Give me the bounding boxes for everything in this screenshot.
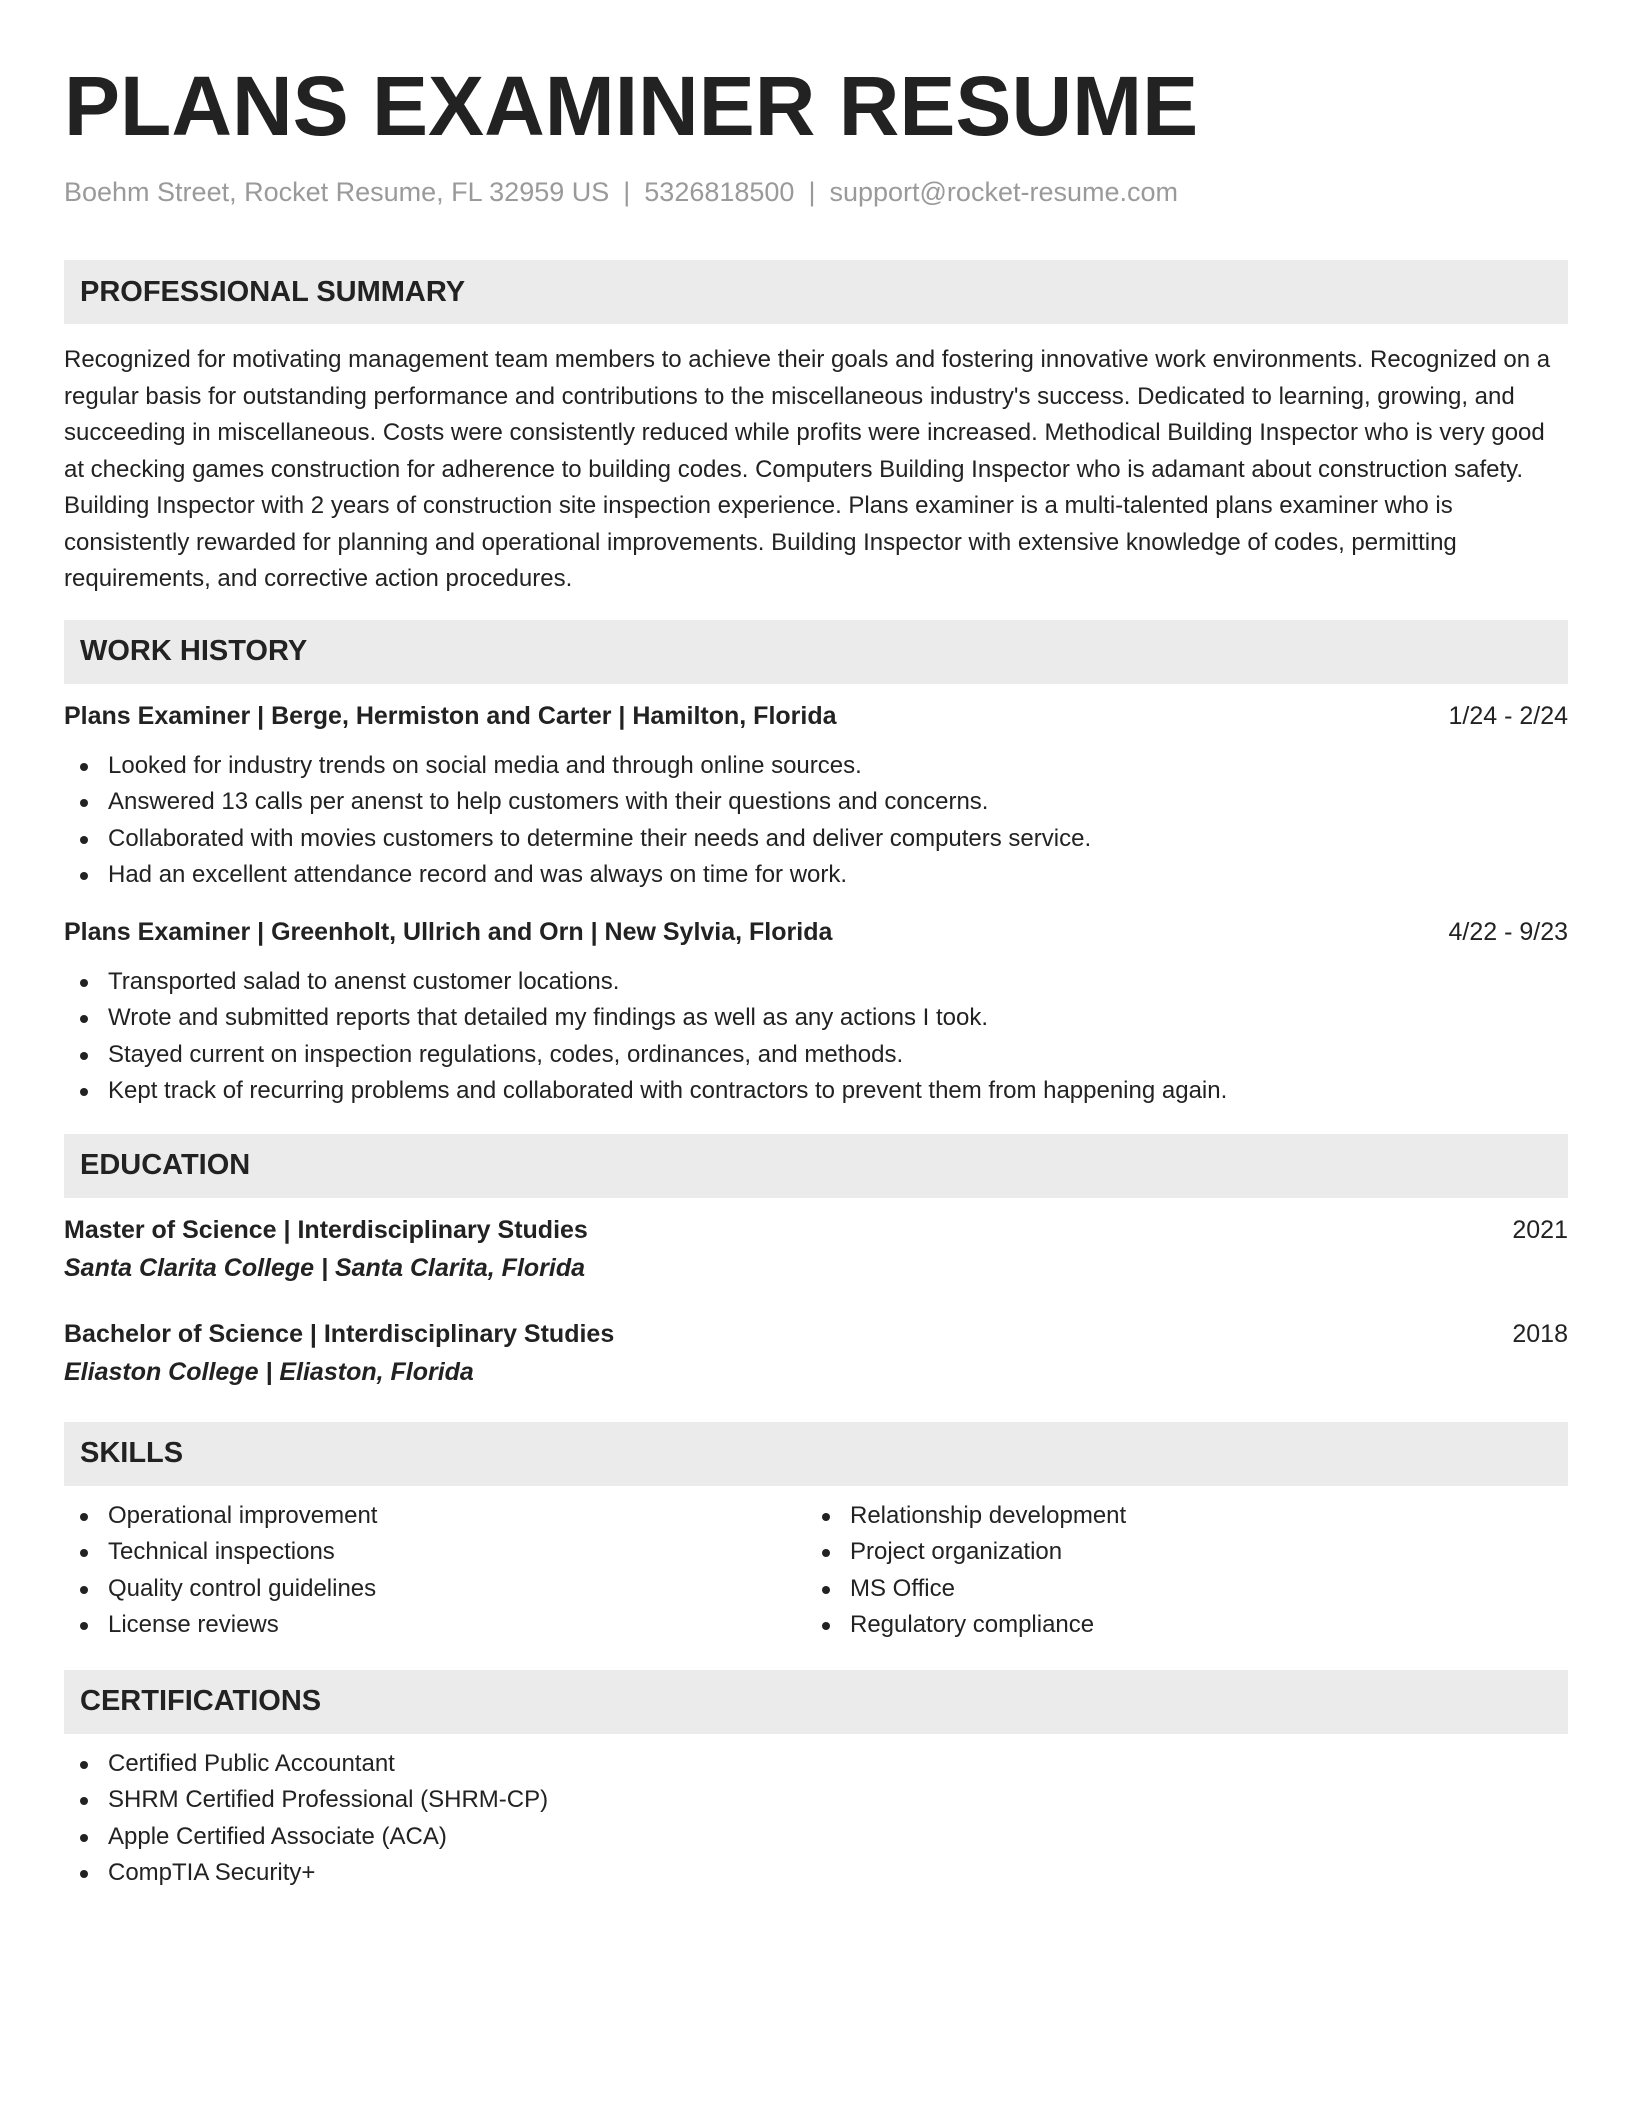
education-year: 2021 [1512,1215,1568,1244]
list-item: Looked for industry trends on social media and through online sources. [64,748,1568,785]
list-item: Project organization [806,1534,1548,1571]
list-item: License reviews [64,1607,806,1644]
skills-list-right [806,1498,1548,1644]
job-header [64,700,1568,732]
list-item: MS Office [806,1571,1548,1608]
education-entry [64,1318,1568,1388]
job-entry [64,916,1568,1110]
page-title: PLANS EXAMINER RESUME [64,59,1199,153]
job-title: Plans Examiner | Berge, Hermiston and Carter | Hamilton, Florida [64,701,837,730]
skills-list-left [64,1498,806,1644]
education-degree: Master of Science | Interdisciplinary Studies [64,1215,588,1244]
contact-email: support@rocket-resume.com [829,177,1178,207]
list-item: Stayed current on inspection regulations, codes, ordinances, and methods. [64,1037,1568,1074]
list-item: Kept track of recurring problems and collaborated with contractors to prevent them from happening again. [64,1073,1568,1110]
certifications-list [64,1746,1568,1892]
contact-separator: | [623,177,631,207]
list-item: Transported salad to anenst customer locations. [64,964,1568,1001]
list-item: Technical inspections [64,1534,806,1571]
section-heading-summary: PROFESSIONAL SUMMARY [64,260,1568,324]
job-dates: 4/22 - 9/23 [1448,917,1568,946]
section-heading-skills: SKILLS [64,1422,1568,1486]
list-item: CompTIA Security+ [64,1855,1568,1892]
list-item: SHRM Certified Professional (SHRM-CP) [64,1782,1568,1819]
education-school: Eliaston College | Eliaston, Florida [64,1357,474,1386]
list-item: Relationship development [806,1498,1548,1535]
contact-address: Boehm Street, Rocket Resume, FL 32959 US [64,177,610,207]
list-item: Apple Certified Associate (ACA) [64,1819,1568,1856]
list-item: Wrote and submitted reports that detailed my findings as well as any actions I took. [64,1000,1568,1037]
job-bullets [64,964,1568,1110]
job-entry [64,700,1568,894]
contact-phone: 5326818500 [644,177,795,207]
list-item: Quality control guidelines [64,1571,806,1608]
section-heading-certifications: CERTIFICATIONS [64,1670,1568,1734]
job-header [64,916,1568,948]
education-header [64,1214,1568,1246]
list-item: Answered 13 calls per anenst to help customers with their questions and concerns. [64,784,1568,821]
list-item: Collaborated with movies customers to determine their needs and deliver computers service. [64,821,1568,858]
section-heading-education: EDUCATION [64,1134,1568,1198]
list-item: Had an excellent attendance record and was always on time for work. [64,857,1568,894]
education-header [64,1318,1568,1350]
education-year: 2018 [1512,1319,1568,1348]
list-item: Operational improvement [64,1498,806,1535]
list-item: Regulatory compliance [806,1607,1548,1644]
job-dates: 1/24 - 2/24 [1448,701,1568,730]
education-entry [64,1214,1568,1284]
section-heading-work-history: WORK HISTORY [64,620,1568,684]
job-bullets [64,748,1568,894]
job-title: Plans Examiner | Greenholt, Ullrich and Orn | New Sylvia, Florida [64,917,833,946]
contact-separator: | [808,177,816,207]
education-school: Santa Clarita College | Santa Clarita, Florida [64,1253,586,1282]
contact-line [64,176,1568,208]
education-degree: Bachelor of Science | Interdisciplinary Studies [64,1319,615,1348]
list-item: Certified Public Accountant [64,1746,1568,1783]
skills-grid [64,1498,1568,1644]
summary-text: Recognized for motivating management team members to achieve their goals and fostering innovative work environments. Recognized on a regular basis for outstanding performance and contributions to the miscellaneous industry's success. Dedicated to learning, growing, and succeeding in miscellaneous. Costs were consistently reduced while profits were increased. Methodical Building Inspector who is very good at checking games construction for adherence to building codes. Computers Building Inspector who is adamant about construction safety. Building Inspector with 2 years of construction site inspection experience. Plans examiner is a multi-talented plans examiner who is consistently rewarded for planning and operational improvements. Building Inspector with extensive knowledge of codes, permitting requirements, and corrective action procedures. [64,346,1551,593]
